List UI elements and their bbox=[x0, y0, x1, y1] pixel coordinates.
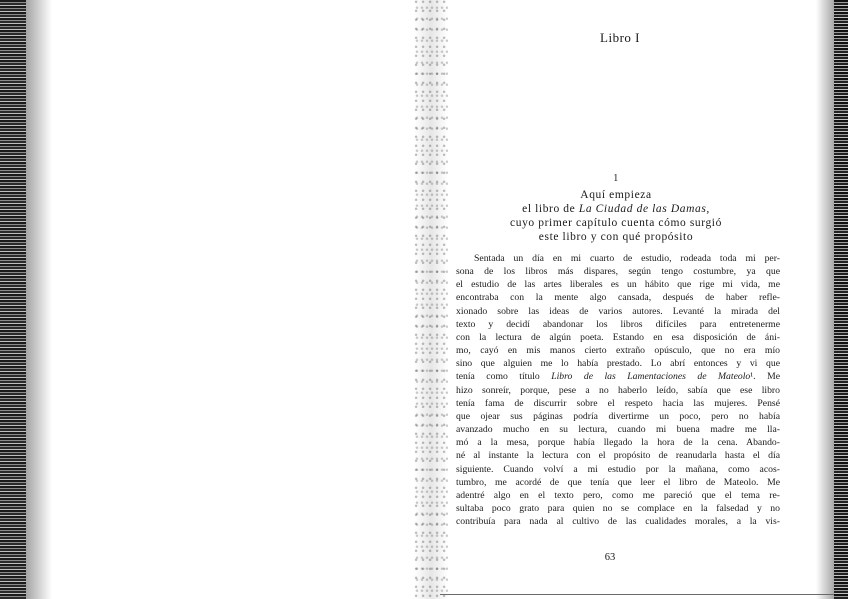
chapter-title-line-1: Aquí empieza bbox=[580, 189, 652, 201]
right-page-edge bbox=[834, 0, 848, 599]
body-italic-title: Libro de las Lamentaciones de Mateolo bbox=[551, 371, 751, 383]
chapter-title-book-name: La Ciudad de las Damas, bbox=[578, 203, 710, 215]
body-line: adentré algo en el texto pero, como me pareció que el tema re- bbox=[456, 489, 780, 501]
body-line: contribuía para nada al cultivo de las cualidades morales, a la vis- bbox=[456, 516, 780, 528]
chapter-title-line-2-pre: el libro de bbox=[522, 203, 579, 215]
body-line: né al instante la lectura con el propósito de reanudarla hasta el día bbox=[456, 450, 780, 462]
body-line: siguiente. Cuando volví a mi estudio por la mañana, como acos- bbox=[456, 463, 780, 475]
body-line: sona de los libros más dispares, según tengo costumbre, ya que bbox=[456, 266, 780, 278]
body-line: tenía fama de discurrir sobre el respeto hacia las mujeres. Pensé bbox=[456, 397, 780, 409]
body-line: tenía como título Libro de las Lamentaciones de Mateolo¹. Me bbox=[456, 371, 780, 383]
body-line: encontraba con la mente algo cansada, después de haber refle- bbox=[456, 292, 780, 304]
book-gutter bbox=[414, 0, 448, 599]
running-head: Libro I bbox=[600, 30, 640, 45]
chapter-heading bbox=[456, 172, 776, 244]
body-line: mó a la mesa, porque había llegado la hora de la cena. Abando- bbox=[456, 437, 780, 449]
body-line: con la lectura de algún poeta. Estando en esa disposición de áni- bbox=[456, 331, 780, 343]
body-line: tumbro, me acordé de que tenía que leer el libro de Mateolo. Me bbox=[456, 476, 780, 488]
body-line: sultaba poco grato para quien no se complace en la falsedad y no bbox=[456, 502, 780, 514]
body-line: el estudio de las artes liberales es un hábito que rige mi vida, me bbox=[456, 279, 780, 291]
page-number: 63 bbox=[604, 552, 616, 563]
body-line: avanzado mucho en su lectura, cuando mi buena madre me lla- bbox=[456, 424, 780, 436]
body-line: texto y decidí abandonar los libros difíciles para entretenerme bbox=[456, 318, 780, 330]
body-line: que ojear sus páginas podría divertirme un poco, pero no había bbox=[456, 410, 780, 422]
chapter-title-line-4: este libro y con qué propósito bbox=[538, 231, 694, 243]
left-page-shadow bbox=[26, 0, 52, 599]
body-line: Sentada un día en mi cuarto de estudio, rodeada toda mi per- bbox=[474, 253, 780, 264]
body-line: hizo sonreír, porque, pese a no haberlo leído, sabía que ese libro bbox=[456, 384, 780, 396]
chapter-title-line-2 bbox=[456, 202, 776, 216]
page-bottom-rule bbox=[440, 594, 834, 595]
chapter-title-line-3: cuyo primer capítulo cuenta cómo surgió bbox=[510, 217, 722, 229]
chapter-number: 1 bbox=[613, 173, 619, 184]
body-line: sino que alguien me lo había prestado. Lo abrí entonces y vi que bbox=[456, 358, 780, 370]
body-text bbox=[456, 252, 780, 528]
left-page-edge bbox=[0, 0, 26, 599]
body-line: mo, cayó en mis manos cierto extraño opúsculo, que no era mío bbox=[456, 345, 780, 357]
body-line: xionado sobre las ideas de varios autores. Levanté la mirada del bbox=[456, 305, 780, 317]
right-page-shadow bbox=[816, 0, 834, 599]
